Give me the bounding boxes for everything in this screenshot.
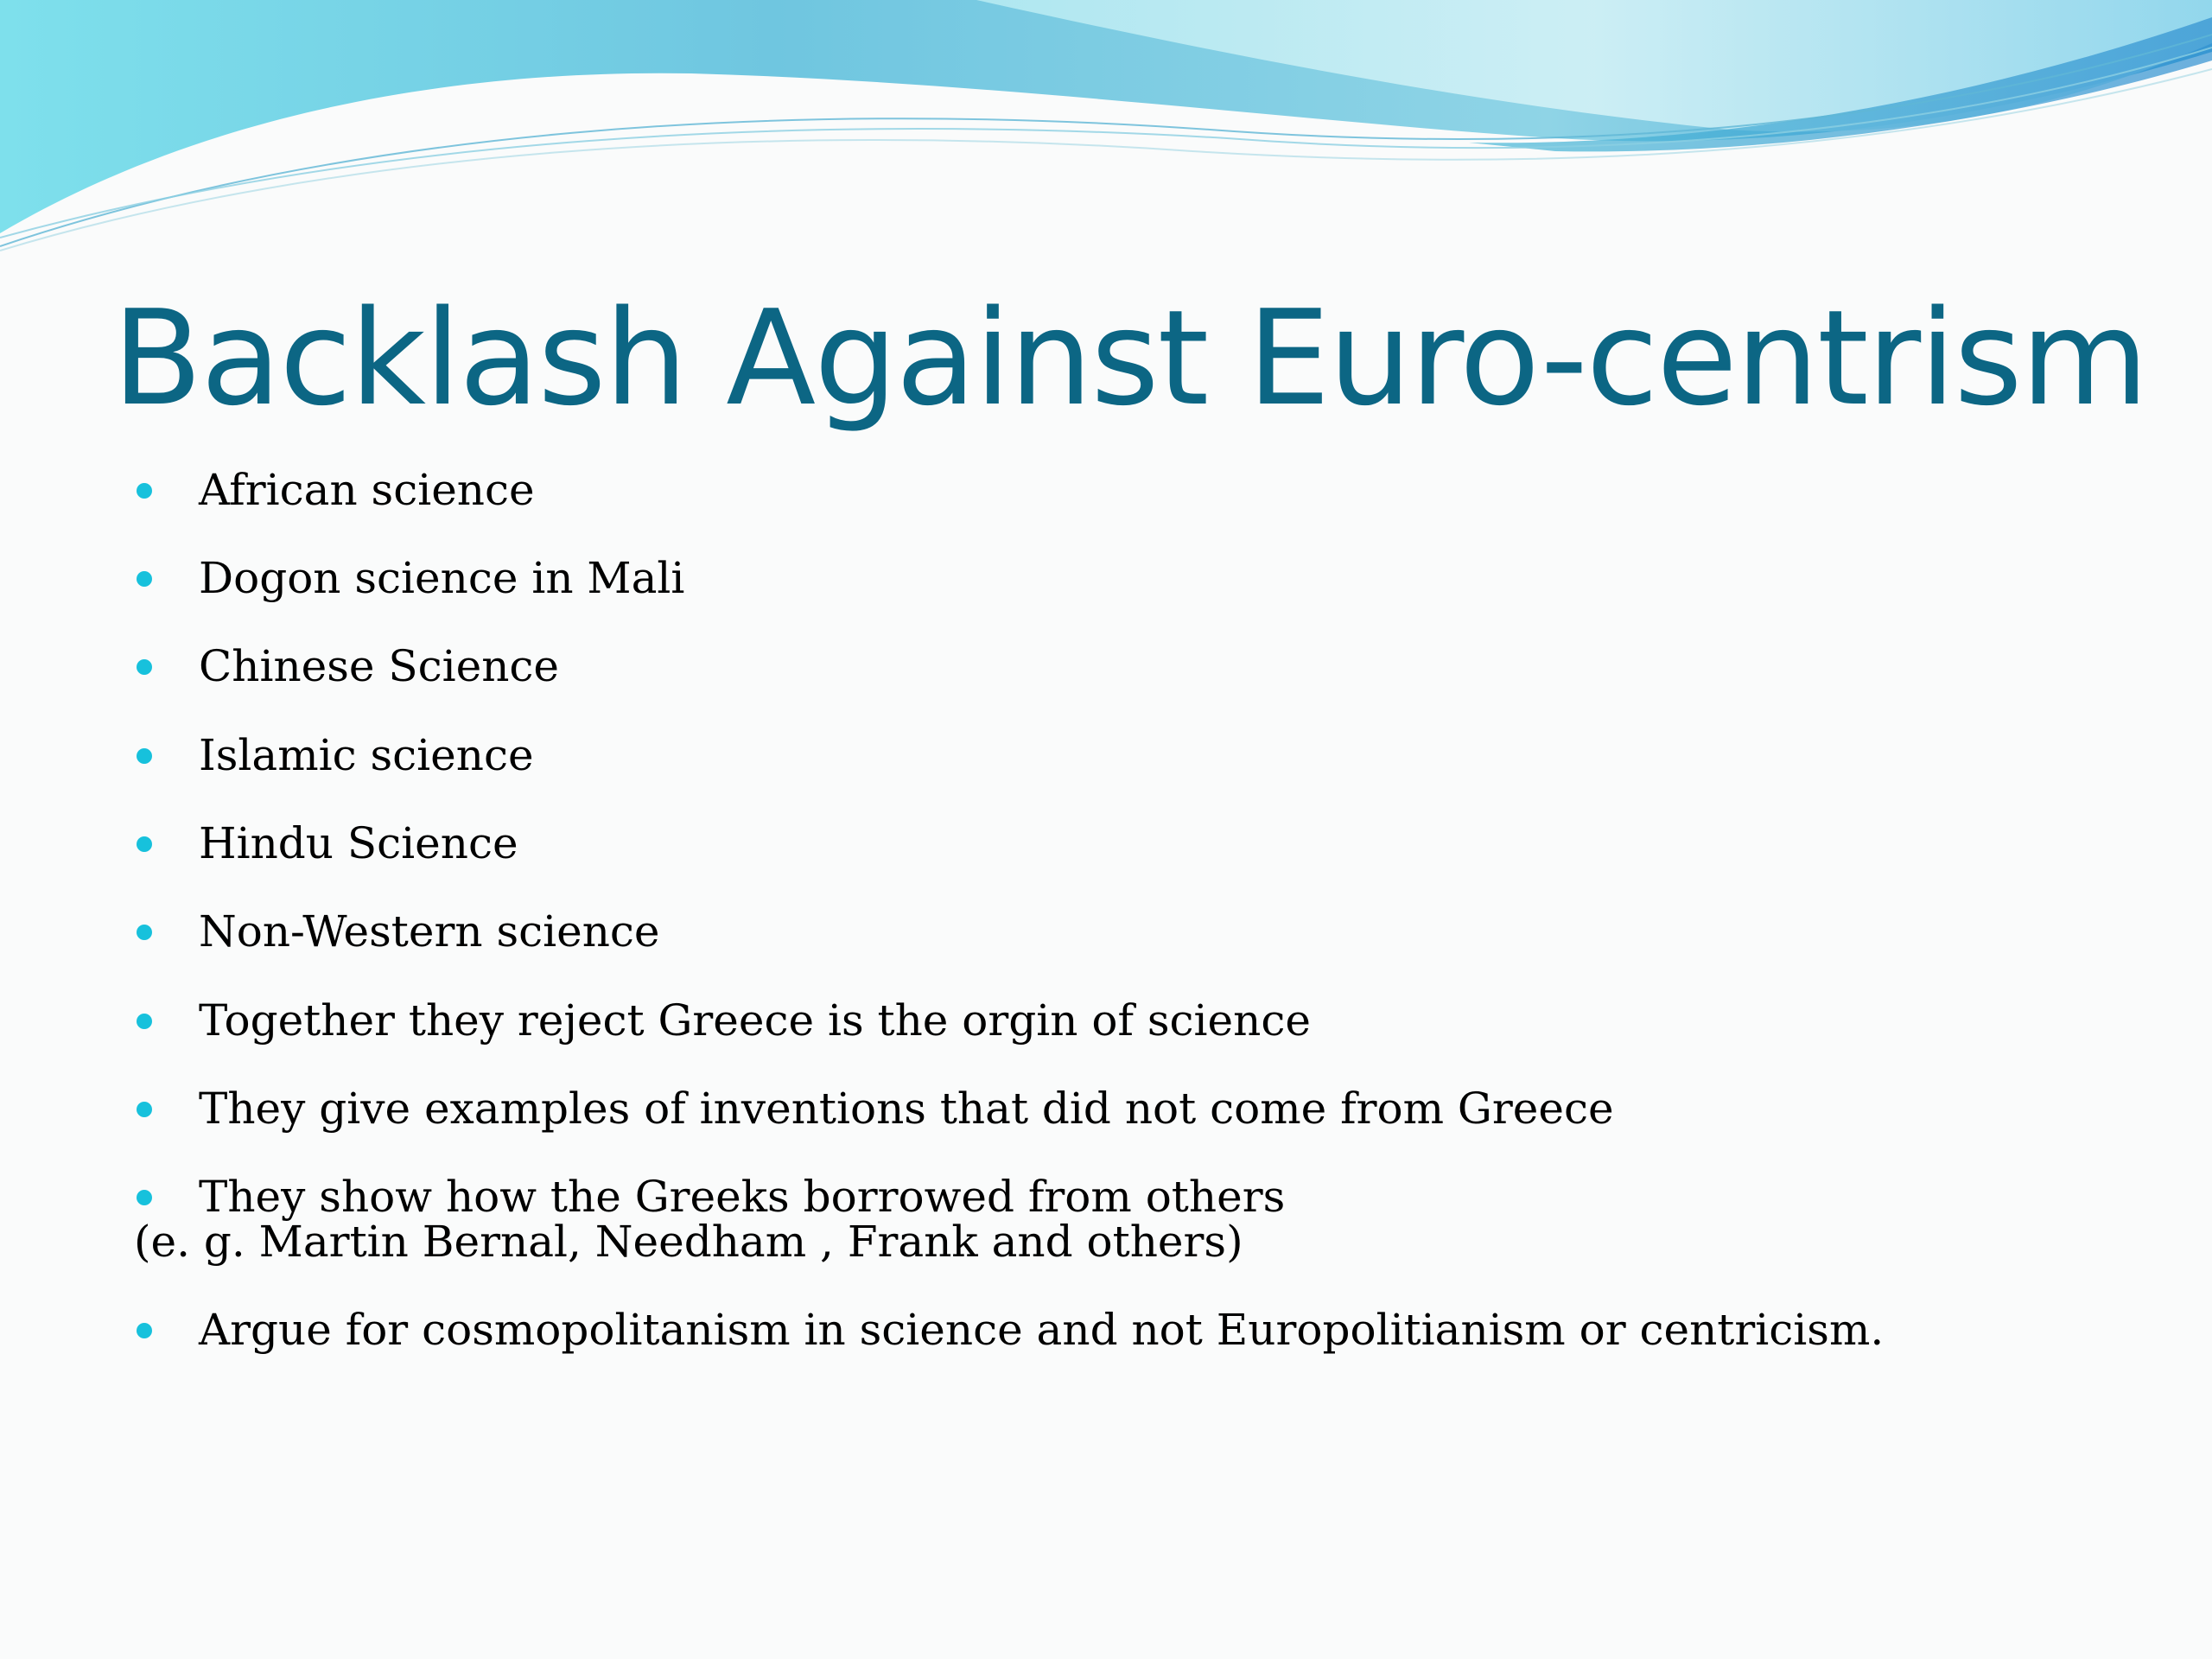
bullet-icon [137,659,152,675]
list-item-text: Hindu Science [199,818,518,868]
bullet-icon [137,836,152,852]
bullet-icon [137,1102,152,1117]
bullet-icon [137,571,152,587]
list-item-text: Argue for cosmopolitanism in science and not Europolitianism or centricism. [199,1305,1885,1355]
list-item-text: African science [199,465,535,515]
bullet-icon [137,1014,152,1029]
list-item-text: Together they reject Greece is the orgin of science [199,995,1311,1046]
list-item-text: Chinese Science [199,641,560,691]
bullet-icon [137,483,152,499]
list-item-text: Dogon science in Mali [199,553,685,603]
list-item-subtext: (e. g. Martin Bernal, Needham , Frank and others) [134,1217,1243,1267]
bullet-icon [137,748,152,764]
list-item-text: Islamic science [199,730,534,780]
list-item-text: They give examples of inventions that did not come from Greece [199,1084,1614,1134]
slide-title: Backlash Against Euro-centrism [112,282,2147,435]
bullet-icon [137,1323,152,1338]
bullet-icon [137,925,152,940]
list-item-text: They show how the Greeks borrowed from others [199,1172,1286,1222]
bullet-icon [137,1190,152,1205]
list-item-text: Non-Western science [199,906,660,957]
